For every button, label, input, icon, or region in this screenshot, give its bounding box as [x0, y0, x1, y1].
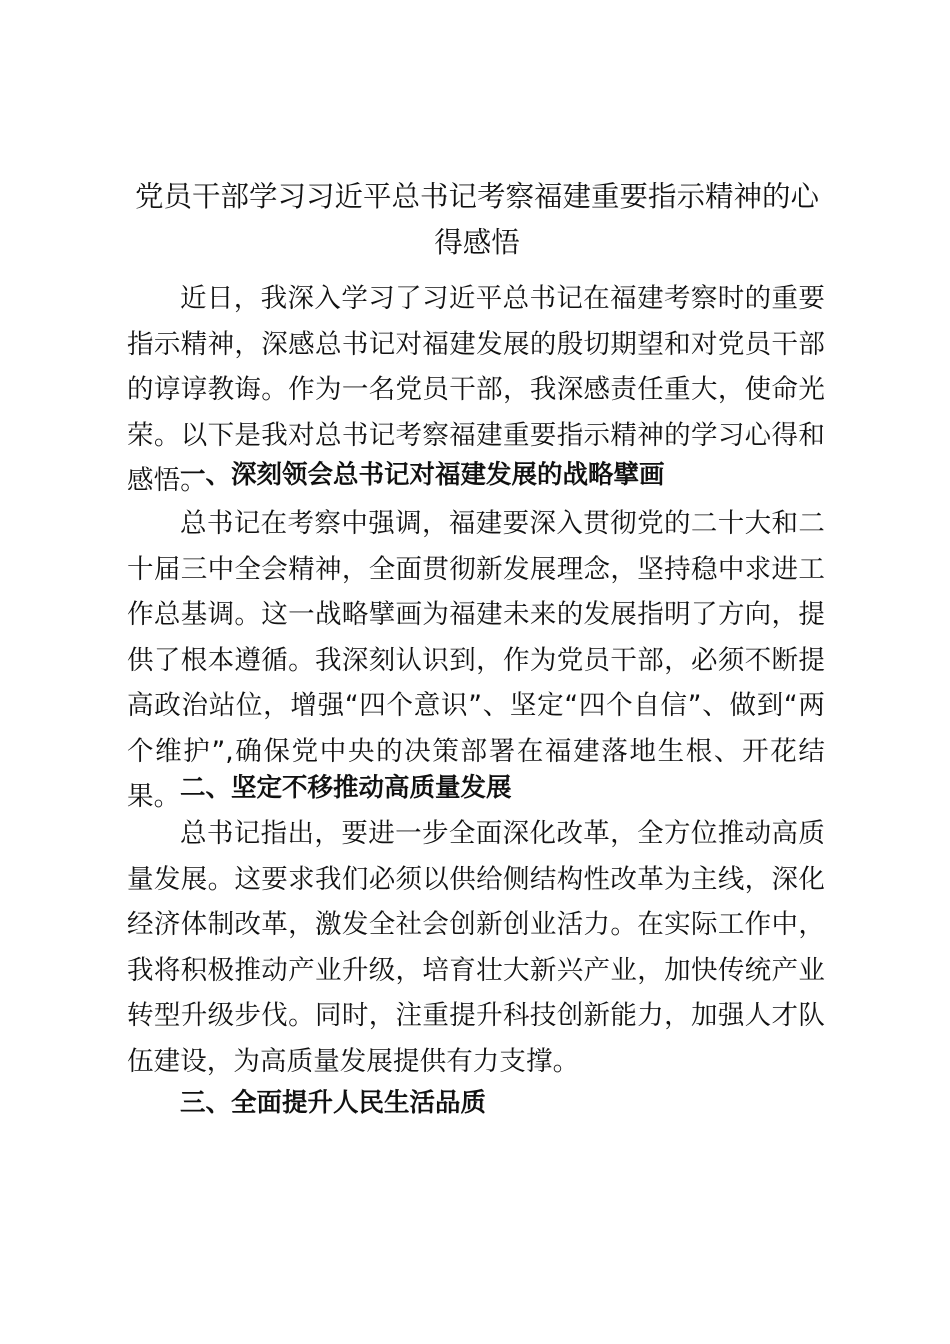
section-2-paragraph: 总书记指出，要进一步全面深化改革，全方位推动高质量发展。这要求我们必须以供给侧结构性改革为主线，深化经济体制改革，激发全社会创新创业活力。在实际工作中，我将积极推动产业升级，培育壮大新兴产业，加快传统产业转型升级步伐。同时，注重提升科技创新能力，加强人才队伍建设，为高质量发展提供有力支撑。	[127, 818, 825, 1077]
section-2-heading: 二、坚定不移推动高质量发展	[180, 773, 512, 803]
section-3-heading: 三、全面提升人民生活品质	[180, 1088, 487, 1118]
section-1-paragraph: 总书记在考察中强调，福建要深入贯彻党的二十大和二十届三中全会精神，全面贯彻新发展理念，坚持稳中求进工作总基调。这一战略擘画为福建未来的发展指明了方向，提供了根本遵循。我深刻认识到，作为党员干部，必须不断提高政治站位，增强“四个意识”、坚定“四个自信”、做到“两个维护”,确保党中央的决策部署在福建落地生根、开花结果。	[127, 508, 825, 812]
intro-paragraph: 近日，我深入学习了习近平总书记在福建考察时的重要指示精神，深感总书记对福建发展的殷切期望和对党员干部的谆谆教诲。作为一名党员干部，我深感责任重大，使命光荣。以下是我对总书记考察福建重要指示精神的学习心得和感悟。	[127, 283, 825, 496]
section-1-heading: 一、深刻领会总书记对福建发展的战略擘画	[180, 460, 665, 490]
document-title: 党员干部学习习近平总书记考察福建重要指示精神的心得感悟	[134, 180, 819, 259]
